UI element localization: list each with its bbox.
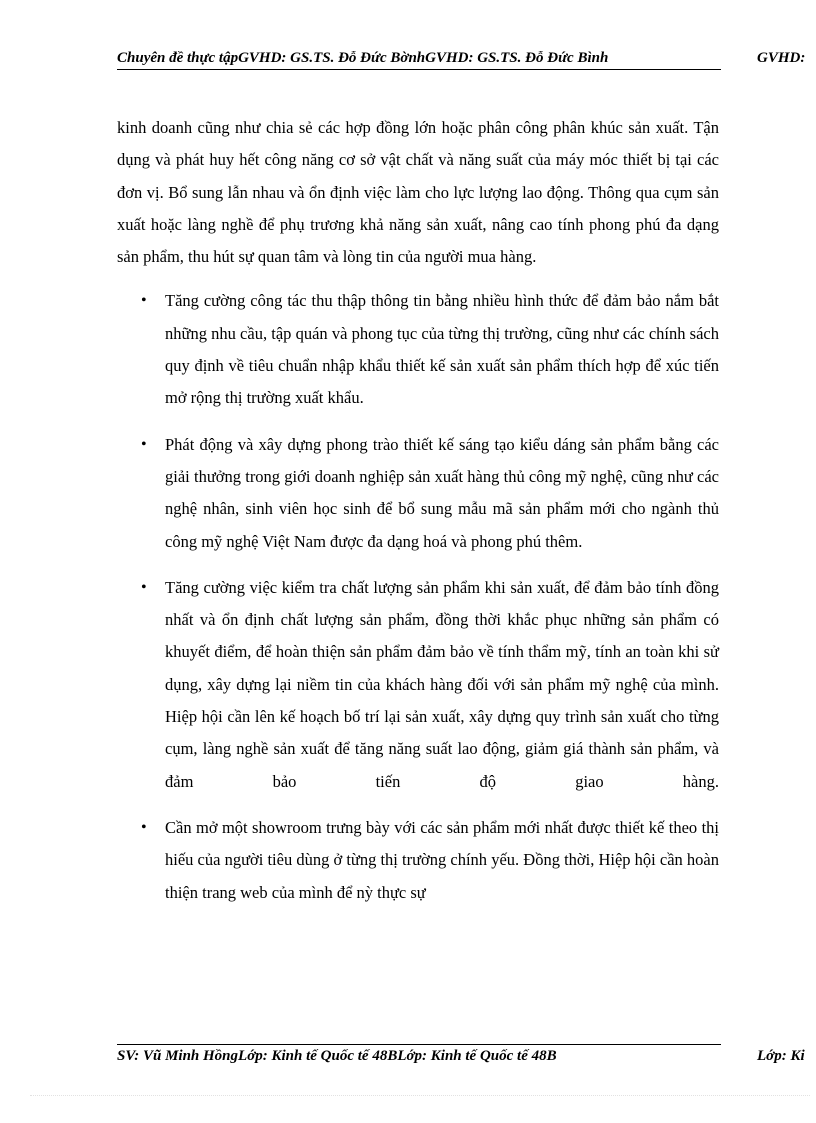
page-bottom-divider	[30, 1095, 810, 1096]
bullet-dot-icon: •	[141, 818, 147, 836]
footer-text: SV: Vũ Minh HồngLớp: Kinh tế Quốc tế 48BLớp: Kinh tế Quốc tế 48B	[117, 1048, 557, 1064]
header-rule	[117, 69, 721, 70]
bullet-item	[117, 812, 719, 909]
bullet-item	[117, 285, 719, 414]
document-body	[117, 112, 719, 923]
bullet-text: Tăng cường việc kiểm tra chất lượng sản phẩm khi sản xuất, để đảm bảo tính đồng nhất và ổn định chất lượng sản phẩm, đồng thời khắc phục những sản phẩm có khuyết điểm, để hoàn thiện sản phẩm đảm bảo về tính thẩm mỹ, tính an toàn khi sử dụng, xây dựng lại niềm tin của khách hàng đối với sản phẩm mỹ nghệ của mình. Hiệp hội cần lên kế hoạch bố trí lại sản xuất, xây dựng quy trình sản xuất cho từng cụm, làng nghề sản xuất để tăng năng suất lao động, giảm giá thành sản phẩm, và đảm bảo tiến độ giao hàng.	[165, 577, 719, 791]
header-title: Chuyên đề thực tậpGVHD: GS.TS. Đỗ Đức BờnhGVHD: GS.TS. Đỗ Đức Bình	[117, 50, 609, 66]
intro-paragraph: kinh doanh cũng như chia sẻ các hợp đồng lớn hoặc phân công phân khúc sản xuất. Tận dụng và phát huy hết công năng cơ sở vật chất và năng suất của máy móc thiết bị tại các đơn vị. Bổ sung lẫn nhau và ổn định việc làm cho lực lượng lao động. Thông qua cụm sản xuất hoặc làng nghề để phụ trương khả năng sản xuất, nâng cao tính phong phú đa dạng sản phẩm, thu hút sự quan tâm và lòng tin của người mua hàng.	[117, 118, 719, 267]
page-footer	[117, 1046, 816, 1068]
bullet-item	[117, 572, 719, 798]
footer-rule	[117, 1044, 721, 1045]
bullet-text: Phát động và xây dựng phong trào thiết kế sáng tạo kiểu dáng sản phẩm bằng các giải thưởng trong giới doanh nghiệp sản xuất hàng thủ công mỹ nghệ, cũng như các nghệ nhân, sinh viên học sinh để bổ sung mẫu mã sản phẩm mới cho ngành thủ công mỹ nghệ Việt Nam được đa dạng hoá và phong phú thêm.	[165, 434, 719, 551]
bullet-list	[117, 285, 719, 908]
bullet-text: Tăng cường công tác thu thập thông tin bằng nhiều hình thức để đảm bảo nắm bắt những nhu cầu, tập quán và phong tục của từng thị trường, cũng như các chính sách quy định về tiêu chuẩn nhập khẩu thiết kế sản xuất sản phẩm thích hợp để xúc tiến mở rộng thị trường xuất khẩu.	[165, 291, 719, 408]
footer-overflow-text: Lớp: Ki	[757, 1048, 805, 1064]
bullet-text: Cần mở một showroom trưng bày với các sản phẩm mới nhất được thiết kế theo thị hiếu của người tiêu dùng ở từng thị trường chính yếu. Đồng thời, Hiệp hội cần hoàn thiện trang web của mình để nỳ thực sự	[165, 817, 719, 902]
bullet-dot-icon: •	[141, 292, 147, 310]
bullet-dot-icon: •	[141, 435, 147, 453]
bullet-dot-icon: •	[141, 578, 147, 596]
header-overflow-text: GVHD:	[757, 50, 806, 66]
page-header	[117, 46, 816, 70]
bullet-item	[117, 429, 719, 558]
